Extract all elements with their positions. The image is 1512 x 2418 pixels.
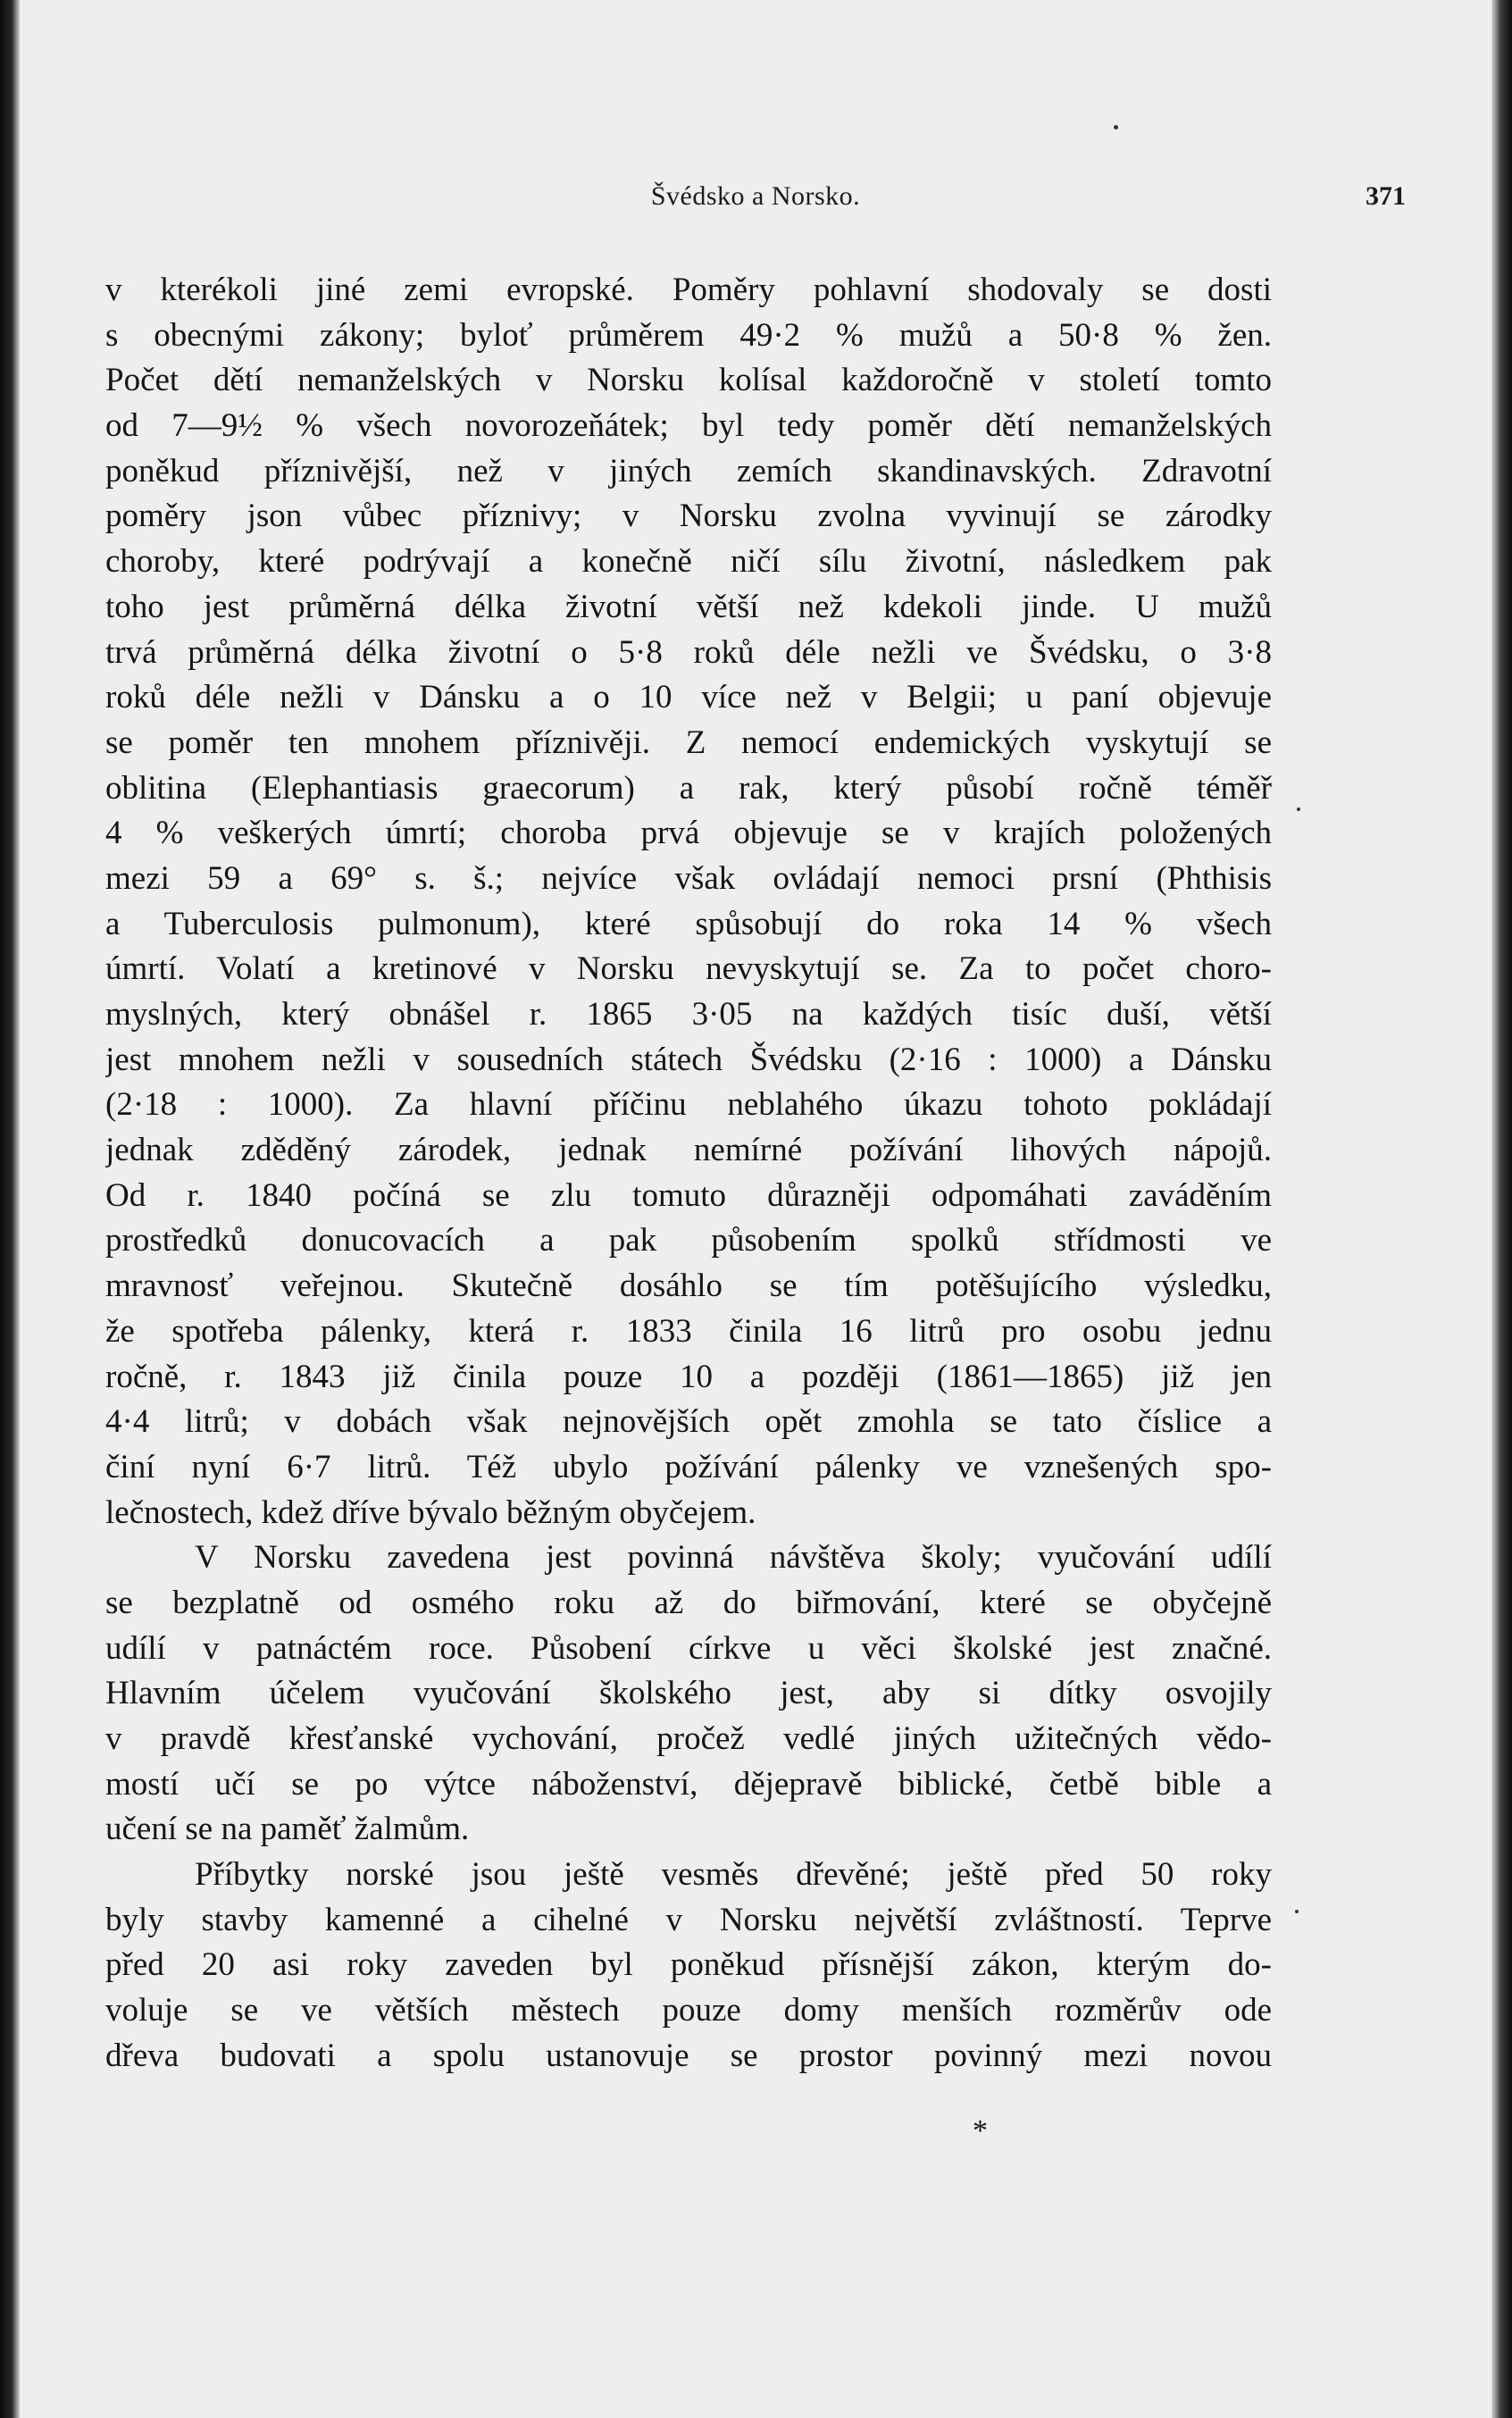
text-line: ročně, r. 1843 již činila pouze 10 a později (1861—1865) již jen: [105, 1358, 1272, 1395]
text-line: Hlavním účelem vyučování školského jest, aby si dítky osvojily: [105, 1675, 1272, 1712]
text-line: jest mnohem nežli v sousedních státech Švédsku (2·16 : 1000) a Dánsku: [105, 1041, 1272, 1078]
page-right-edge: [1491, 0, 1512, 2418]
print-speck: [1295, 1910, 1299, 1913]
text-line: byly stavby kamenné a cihelné v Norsku největší zvláštností. Teprve: [105, 1901, 1272, 1938]
text-line: se poměr ten mnohem příznivěji. Z nemocí endemických vyskytují se: [105, 724, 1272, 761]
text-line: s obecnými zákony; byloť průměrem 49·2 % mužů a 50·8 % žen.: [105, 316, 1272, 354]
text-line: (2·18 : 1000). Za hlavní příčinu neblahého úkazu tohoto pokládají: [105, 1086, 1272, 1124]
text-line: poněkud příznivější, než v jiných zemích skandinavských. Zdravotní: [105, 452, 1272, 489]
text-line: od 7—9½ % všech novorozeňátek; byl tedy poměr dětí nemanželských: [105, 407, 1272, 445]
page-number: 371: [1366, 181, 1406, 211]
text-line: a Tuberculosis pulmonum), které spůsobují do roka 14 % všech: [105, 905, 1272, 942]
text-line: úmrtí. Volatí a kretinové v Norsku nevyskytují se. Za to počet choro-: [105, 950, 1272, 988]
text-line: 4·4 litrů; v dobách však nejnovějších opět zmohla se tato číslice a: [105, 1403, 1272, 1441]
text-line: Příbytky norské jsou ještě vesměs dřevěné; ještě před 50 roky: [195, 1856, 1272, 1894]
body-text: [105, 268, 1272, 2079]
print-speck: [1297, 807, 1300, 811]
text-line: Počet dětí nemanželských v Norsku kolísal každoročně v století tomto: [105, 362, 1272, 399]
text-line: toho jest průměrná délka životní větší než kdekoli jinde. U mužů: [105, 588, 1272, 625]
text-line: 4 % veškerých úmrtí; choroba prvá objevuje se v krajích položených: [105, 815, 1272, 852]
text-line: udílí v patnáctém roce. Působení církve u věci školské jest značné.: [105, 1629, 1272, 1667]
text-line: choroby, které podrývají a konečně ničí sílu životní, následkem pak: [105, 543, 1272, 581]
text-line: dřeva budovati a spolu ustanovuje se prostor povinný mezi novou: [105, 2037, 1272, 2074]
text-line: Od r. 1840 počíná se zlu tomuto důrazněji odpomáhati zaváděním: [105, 1176, 1272, 1214]
running-head-title: Švédsko a Norsko.: [650, 181, 861, 211]
text-line: v kterékoli jiné zemi evropské. Poměry pohlavní shodovaly se dosti: [105, 272, 1272, 308]
book-page: [20, 0, 1491, 2418]
text-line: činí nyní 6·7 litrů. Též ubylo požívání pálenky ve vznešených spo-: [105, 1448, 1272, 1485]
text-line: před 20 asi roky zaveden byl poněkud přísnější zákon, kterým do-: [105, 1946, 1272, 1984]
text-line: oblitina (Elephantiasis graecorum) a rak, který působí ročně téměř: [105, 769, 1272, 807]
text-line: mezi 59 a 69° s. š.; nejvíce však ovládají nemoci prsní (Phthisis: [105, 859, 1272, 897]
text-line: lečnostech, kdež dříve bývalo běžným obyčejem.: [105, 1493, 756, 1531]
page-left-edge: [0, 0, 20, 2418]
text-line: trvá průměrná délka životní o 5·8 roků déle nežli ve Švédsku, o 3·8: [105, 633, 1272, 671]
text-line: poměry json vůbec příznivy; v Norsku zvolna vyvinují se zárodky: [105, 498, 1272, 535]
text-line: se bezplatně od osmého roku až do biřmování, které se obyčejně: [105, 1584, 1272, 1621]
text-line: myslných, který obnášel r. 1865 3·05 na každých tisíc duší, větší: [105, 996, 1272, 1033]
text-line: v pravdě křesťanské vychování, pročež vedlé jiných užitečných vědo-: [105, 1720, 1272, 1757]
running-head: [105, 181, 1406, 217]
text-line: učení se na paměť žalmům.: [105, 1811, 470, 1848]
text-line: voluje se ve větších městech pouze domy menších rozměrův ode: [105, 1992, 1272, 2029]
signature-mark: *: [973, 2114, 988, 2147]
text-line: mravnosť veřejnou. Skutečně dosáhlo se tím potěšujícího výsledku,: [105, 1268, 1272, 1305]
text-line: mostí učí se po výtce náboženství, dějepravě biblické, četbě bible a: [105, 1765, 1272, 1803]
text-line: V Norsku zavedena jest povinná návštěva školy; vyučování udílí: [195, 1539, 1272, 1577]
text-line: roků déle nežli v Dánsku a o 10 více než v Belgii; u paní objevuje: [105, 679, 1272, 716]
text-line: jednak zděděný zárodek, jednak nemírné požívání lihových nápojů.: [105, 1132, 1272, 1169]
print-speck: [1114, 125, 1118, 130]
text-line: prostředků donucovacích a pak působením spolků střídmosti ve: [105, 1222, 1272, 1259]
text-line: že spotřeba pálenky, která r. 1833 činila 16 litrů pro osobu jednu: [105, 1312, 1272, 1350]
